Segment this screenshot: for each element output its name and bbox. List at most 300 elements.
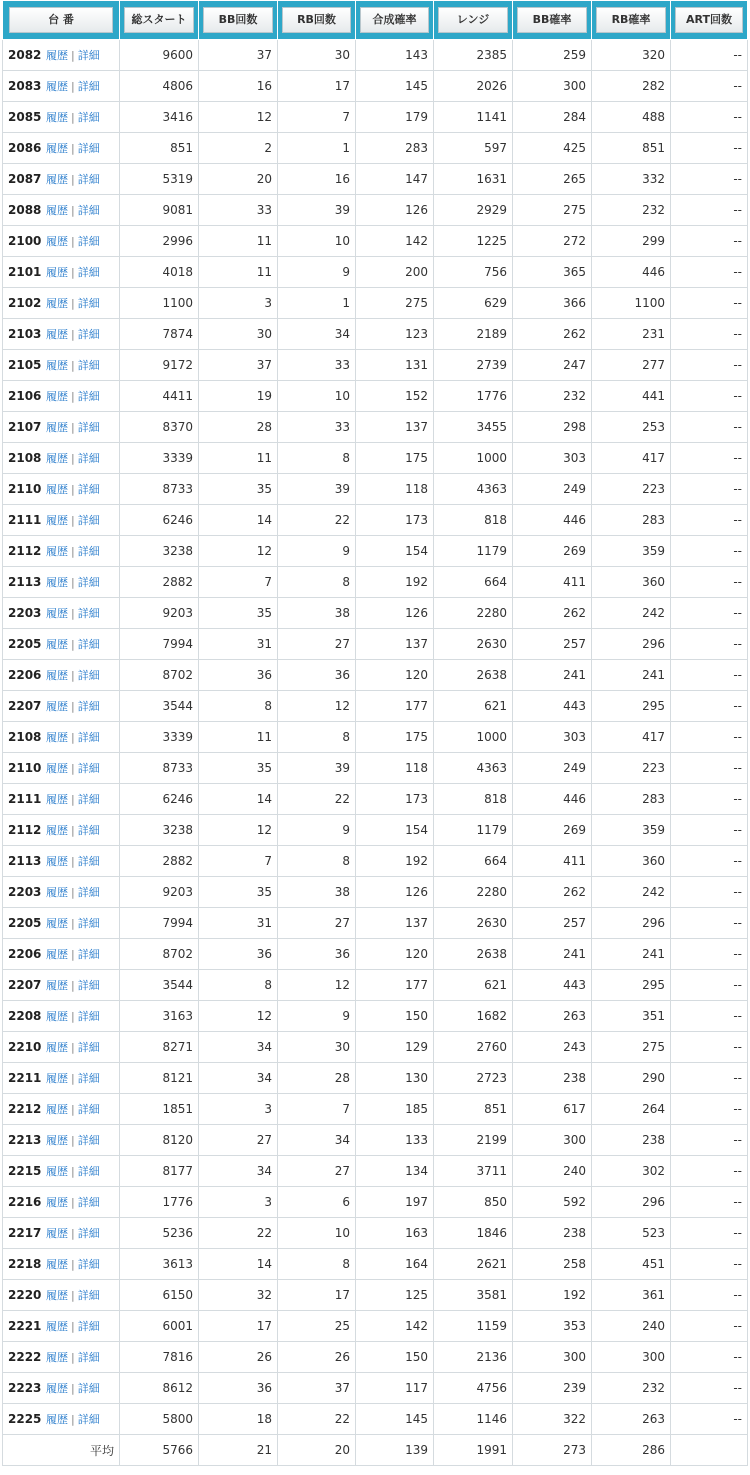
link-separator: | bbox=[71, 1103, 75, 1116]
bb-count-cell: 14 bbox=[199, 1249, 278, 1280]
history-link[interactable]: 履歴 bbox=[46, 359, 68, 372]
detail-link[interactable]: 詳細 bbox=[77, 576, 100, 589]
bb-count-cell: 28 bbox=[199, 412, 278, 443]
table-row bbox=[3, 598, 748, 629]
detail-link[interactable]: 詳細 bbox=[77, 917, 100, 930]
average-rb-rate-cell: 286 bbox=[592, 1435, 671, 1466]
history-link[interactable]: 履歴 bbox=[46, 1196, 68, 1209]
history-link[interactable]: 履歴 bbox=[46, 1320, 68, 1333]
history-link[interactable]: 履歴 bbox=[46, 204, 68, 217]
rb-count-cell: 9 bbox=[278, 257, 356, 288]
art-count-cell: -- bbox=[671, 970, 748, 1001]
rb-rate-cell: 283 bbox=[592, 505, 671, 536]
range-cell: 2630 bbox=[434, 908, 513, 939]
detail-link[interactable]: 詳細 bbox=[77, 1413, 100, 1426]
bb-rate-cell: 366 bbox=[513, 288, 592, 319]
link-separator: | bbox=[71, 204, 75, 217]
bb-rate-cell: 240 bbox=[513, 1156, 592, 1187]
history-link[interactable]: 履歴 bbox=[46, 731, 68, 744]
bb-rate-cell: 411 bbox=[513, 567, 592, 598]
range-cell: 2280 bbox=[434, 598, 513, 629]
history-link[interactable]: 履歴 bbox=[46, 173, 68, 186]
table-row bbox=[3, 877, 748, 908]
art-count-cell: -- bbox=[671, 102, 748, 133]
machine-cell bbox=[3, 474, 120, 505]
detail-link[interactable]: 詳細 bbox=[77, 173, 100, 186]
history-link[interactable]: 履歴 bbox=[46, 669, 68, 682]
range-cell: 1846 bbox=[434, 1218, 513, 1249]
header-cell bbox=[120, 1, 199, 40]
bb-rate-cell: 446 bbox=[513, 784, 592, 815]
detail-link[interactable]: 詳細 bbox=[77, 855, 100, 868]
header-cell bbox=[278, 1, 356, 40]
sort-range-button[interactable]: レンジ bbox=[438, 7, 508, 33]
bb-rate-cell: 298 bbox=[513, 412, 592, 443]
link-separator: | bbox=[71, 1320, 75, 1333]
range-cell: 2739 bbox=[434, 350, 513, 381]
rb-count-cell: 38 bbox=[278, 877, 356, 908]
link-separator: | bbox=[71, 1289, 75, 1302]
history-link[interactable]: 履歴 bbox=[46, 421, 68, 434]
range-cell: 2723 bbox=[434, 1063, 513, 1094]
rb-rate-cell: 296 bbox=[592, 1187, 671, 1218]
detail-link[interactable]: 詳細 bbox=[77, 49, 100, 62]
art-count-cell: -- bbox=[671, 691, 748, 722]
rb-count-cell: 27 bbox=[278, 629, 356, 660]
detail-link[interactable]: 詳細 bbox=[77, 948, 100, 961]
history-link[interactable]: 履歴 bbox=[46, 824, 68, 837]
history-link[interactable]: 履歴 bbox=[46, 1227, 68, 1240]
range-cell: 3711 bbox=[434, 1156, 513, 1187]
rb-rate-cell: 223 bbox=[592, 474, 671, 505]
history-link[interactable]: 履歴 bbox=[46, 1351, 68, 1364]
history-link[interactable]: 履歴 bbox=[46, 142, 68, 155]
rb-rate-cell: 332 bbox=[592, 164, 671, 195]
combined-rate-cell: 185 bbox=[356, 1094, 434, 1125]
detail-link[interactable]: 詳細 bbox=[77, 421, 100, 434]
machine-cell bbox=[3, 1032, 120, 1063]
history-link[interactable]: 履歴 bbox=[46, 1072, 68, 1085]
range-cell: 629 bbox=[434, 288, 513, 319]
bb-count-cell: 20 bbox=[199, 164, 278, 195]
machine-number: 2085 bbox=[8, 110, 42, 124]
detail-link[interactable]: 詳細 bbox=[77, 638, 100, 651]
range-cell: 4363 bbox=[434, 474, 513, 505]
detail-link[interactable]: 詳細 bbox=[77, 1196, 100, 1209]
link-separator: | bbox=[71, 1041, 75, 1054]
detail-link[interactable]: 詳細 bbox=[77, 1320, 100, 1333]
detail-link[interactable]: 詳細 bbox=[77, 111, 100, 124]
art-count-cell: -- bbox=[671, 722, 748, 753]
detail-link[interactable]: 詳細 bbox=[77, 142, 100, 155]
history-link[interactable]: 履歴 bbox=[46, 948, 68, 961]
detail-link[interactable]: 詳細 bbox=[77, 545, 100, 558]
detail-link[interactable]: 詳細 bbox=[77, 762, 100, 775]
rb-rate-cell: 277 bbox=[592, 350, 671, 381]
machine-number: 2112 bbox=[8, 544, 42, 558]
header-cell bbox=[434, 1, 513, 40]
table-row bbox=[3, 505, 748, 536]
link-separator: | bbox=[71, 576, 75, 589]
table-row bbox=[3, 691, 748, 722]
detail-link[interactable]: 詳細 bbox=[77, 979, 100, 992]
art-count-cell: -- bbox=[671, 443, 748, 474]
history-link[interactable]: 履歴 bbox=[46, 514, 68, 527]
table-row bbox=[3, 1094, 748, 1125]
sort-rb-count-button[interactable]: RB回数 bbox=[282, 7, 351, 33]
table-row bbox=[3, 1001, 748, 1032]
detail-link[interactable]: 詳細 bbox=[77, 669, 100, 682]
machine-cell bbox=[3, 288, 120, 319]
history-link[interactable]: 履歴 bbox=[46, 111, 68, 124]
rb-count-cell: 34 bbox=[278, 1125, 356, 1156]
machine-number: 2206 bbox=[8, 668, 42, 682]
rb-rate-cell: 296 bbox=[592, 908, 671, 939]
rb-count-cell: 17 bbox=[278, 71, 356, 102]
range-cell: 597 bbox=[434, 133, 513, 164]
rb-count-cell: 16 bbox=[278, 164, 356, 195]
machine-number: 2217 bbox=[8, 1226, 42, 1240]
detail-link[interactable]: 詳細 bbox=[77, 824, 100, 837]
history-link[interactable]: 履歴 bbox=[46, 328, 68, 341]
machine-number: 2102 bbox=[8, 296, 42, 310]
sort-bb-rate-button[interactable]: BB確率 bbox=[517, 7, 587, 33]
rb-count-cell: 7 bbox=[278, 1094, 356, 1125]
history-link[interactable]: 履歴 bbox=[46, 483, 68, 496]
rb-rate-cell: 359 bbox=[592, 536, 671, 567]
history-link[interactable]: 履歴 bbox=[46, 49, 68, 62]
link-separator: | bbox=[71, 917, 75, 930]
table-row bbox=[3, 753, 748, 784]
table-row bbox=[3, 164, 748, 195]
rb-count-cell: 27 bbox=[278, 908, 356, 939]
combined-rate-cell: 177 bbox=[356, 691, 434, 722]
rb-count-cell: 26 bbox=[278, 1342, 356, 1373]
rb-count-cell: 12 bbox=[278, 691, 356, 722]
table-row bbox=[3, 939, 748, 970]
combined-rate-cell: 173 bbox=[356, 784, 434, 815]
rb-count-cell: 8 bbox=[278, 1249, 356, 1280]
history-link[interactable]: 履歴 bbox=[46, 1134, 68, 1147]
history-link[interactable]: 履歴 bbox=[46, 607, 68, 620]
history-link[interactable]: 履歴 bbox=[46, 762, 68, 775]
table-row bbox=[3, 567, 748, 598]
sort-bb-count-button[interactable]: BB回数 bbox=[203, 7, 273, 33]
table-row bbox=[3, 846, 748, 877]
bb-count-cell: 36 bbox=[199, 939, 278, 970]
table-row bbox=[3, 1342, 748, 1373]
art-count-cell: -- bbox=[671, 846, 748, 877]
detail-link[interactable]: 詳細 bbox=[77, 1258, 100, 1271]
detail-link[interactable]: 詳細 bbox=[77, 328, 100, 341]
detail-link[interactable]: 詳細 bbox=[77, 1382, 100, 1395]
detail-link[interactable]: 詳細 bbox=[77, 80, 100, 93]
detail-link[interactable]: 詳細 bbox=[77, 514, 100, 527]
rb-count-cell: 8 bbox=[278, 443, 356, 474]
bb-rate-cell: 284 bbox=[513, 102, 592, 133]
rb-count-cell: 22 bbox=[278, 1404, 356, 1435]
bb-rate-cell: 192 bbox=[513, 1280, 592, 1311]
detail-link[interactable]: 詳細 bbox=[77, 886, 100, 899]
range-cell: 1000 bbox=[434, 443, 513, 474]
total-start-cell: 8702 bbox=[120, 660, 199, 691]
combined-rate-cell: 177 bbox=[356, 970, 434, 1001]
average-art-count-cell bbox=[671, 1435, 748, 1466]
detail-link[interactable]: 詳細 bbox=[77, 266, 100, 279]
rb-rate-cell: 361 bbox=[592, 1280, 671, 1311]
range-cell: 1179 bbox=[434, 815, 513, 846]
rb-count-cell: 7 bbox=[278, 102, 356, 133]
bb-rate-cell: 238 bbox=[513, 1063, 592, 1094]
table-row bbox=[3, 195, 748, 226]
machine-cell bbox=[3, 846, 120, 877]
detail-link[interactable]: 詳細 bbox=[77, 700, 100, 713]
art-count-cell: -- bbox=[671, 1094, 748, 1125]
bb-count-cell: 2 bbox=[199, 133, 278, 164]
combined-rate-cell: 126 bbox=[356, 598, 434, 629]
total-start-cell: 4411 bbox=[120, 381, 199, 412]
rb-rate-cell: 417 bbox=[592, 443, 671, 474]
combined-rate-cell: 200 bbox=[356, 257, 434, 288]
detail-link[interactable]: 詳細 bbox=[77, 793, 100, 806]
link-separator: | bbox=[71, 607, 75, 620]
machine-cell bbox=[3, 970, 120, 1001]
sort-combined-rate-button[interactable]: 合成確率 bbox=[360, 7, 429, 33]
bb-rate-cell: 425 bbox=[513, 133, 592, 164]
history-link[interactable]: 履歴 bbox=[46, 917, 68, 930]
machine-cell bbox=[3, 784, 120, 815]
range-cell: 2638 bbox=[434, 939, 513, 970]
detail-link[interactable]: 詳細 bbox=[77, 483, 100, 496]
total-start-cell: 4806 bbox=[120, 71, 199, 102]
detail-link[interactable]: 詳細 bbox=[77, 235, 100, 248]
rb-rate-cell: 241 bbox=[592, 939, 671, 970]
bb-rate-cell: 262 bbox=[513, 877, 592, 908]
history-link[interactable]: 履歴 bbox=[46, 235, 68, 248]
range-cell: 3455 bbox=[434, 412, 513, 443]
table-row bbox=[3, 629, 748, 660]
table-row bbox=[3, 1125, 748, 1156]
bb-count-cell: 11 bbox=[199, 722, 278, 753]
machine-cell bbox=[3, 908, 120, 939]
rb-count-cell: 8 bbox=[278, 846, 356, 877]
range-cell: 1776 bbox=[434, 381, 513, 412]
range-cell: 3581 bbox=[434, 1280, 513, 1311]
rb-count-cell: 39 bbox=[278, 195, 356, 226]
total-start-cell: 3339 bbox=[120, 722, 199, 753]
table-row bbox=[3, 908, 748, 939]
combined-rate-cell: 142 bbox=[356, 226, 434, 257]
detail-link[interactable]: 詳細 bbox=[77, 1010, 100, 1023]
range-cell: 2630 bbox=[434, 629, 513, 660]
history-link[interactable]: 履歴 bbox=[46, 266, 68, 279]
history-link[interactable]: 履歴 bbox=[46, 452, 68, 465]
detail-link[interactable]: 詳細 bbox=[77, 452, 100, 465]
detail-link[interactable]: 詳細 bbox=[77, 1134, 100, 1147]
art-count-cell: -- bbox=[671, 1187, 748, 1218]
table-row bbox=[3, 1404, 748, 1435]
detail-link[interactable]: 詳細 bbox=[77, 359, 100, 372]
history-link[interactable]: 履歴 bbox=[46, 390, 68, 403]
rb-count-cell: 28 bbox=[278, 1063, 356, 1094]
history-link[interactable]: 履歴 bbox=[46, 1010, 68, 1023]
rb-rate-cell: 240 bbox=[592, 1311, 671, 1342]
sort-total-start-button[interactable]: 総スタート bbox=[124, 7, 194, 33]
bb-count-cell: 37 bbox=[199, 350, 278, 381]
rb-rate-cell: 302 bbox=[592, 1156, 671, 1187]
bb-rate-cell: 262 bbox=[513, 598, 592, 629]
range-cell: 1000 bbox=[434, 722, 513, 753]
rb-rate-cell: 242 bbox=[592, 598, 671, 629]
detail-link[interactable]: 詳細 bbox=[77, 1351, 100, 1364]
link-separator: | bbox=[71, 638, 75, 651]
sort-art-count-button[interactable]: ART回数 bbox=[675, 7, 743, 33]
detail-link[interactable]: 詳細 bbox=[77, 204, 100, 217]
history-link[interactable]: 履歴 bbox=[46, 1413, 68, 1426]
total-start-cell: 5800 bbox=[120, 1404, 199, 1435]
history-link[interactable]: 履歴 bbox=[46, 638, 68, 651]
combined-rate-cell: 154 bbox=[356, 536, 434, 567]
total-start-cell: 7994 bbox=[120, 908, 199, 939]
detail-link[interactable]: 詳細 bbox=[77, 1072, 100, 1085]
combined-rate-cell: 143 bbox=[356, 40, 434, 71]
detail-link[interactable]: 詳細 bbox=[77, 731, 100, 744]
art-count-cell: -- bbox=[671, 319, 748, 350]
detail-link[interactable]: 詳細 bbox=[77, 1227, 100, 1240]
bb-rate-cell: 259 bbox=[513, 40, 592, 71]
combined-rate-cell: 118 bbox=[356, 474, 434, 505]
combined-rate-cell: 133 bbox=[356, 1125, 434, 1156]
rb-count-cell: 36 bbox=[278, 660, 356, 691]
bb-count-cell: 18 bbox=[199, 1404, 278, 1435]
table-row bbox=[3, 1156, 748, 1187]
history-link[interactable]: 履歴 bbox=[46, 1165, 68, 1178]
art-count-cell: -- bbox=[671, 908, 748, 939]
history-link[interactable]: 履歴 bbox=[46, 700, 68, 713]
table-row bbox=[3, 722, 748, 753]
history-link[interactable]: 履歴 bbox=[46, 1258, 68, 1271]
total-start-cell: 9081 bbox=[120, 195, 199, 226]
combined-rate-cell: 150 bbox=[356, 1001, 434, 1032]
machine-cell bbox=[3, 350, 120, 381]
bb-rate-cell: 300 bbox=[513, 1342, 592, 1373]
rb-count-cell: 34 bbox=[278, 319, 356, 350]
average-bb-rate-cell: 273 bbox=[513, 1435, 592, 1466]
link-separator: | bbox=[71, 1382, 75, 1395]
total-start-cell: 4018 bbox=[120, 257, 199, 288]
history-link[interactable]: 履歴 bbox=[46, 855, 68, 868]
sort-machine-number-button[interactable]: 台 番 bbox=[9, 7, 113, 33]
detail-link[interactable]: 詳細 bbox=[77, 1165, 100, 1178]
detail-link[interactable]: 詳細 bbox=[77, 1103, 100, 1116]
bb-rate-cell: 241 bbox=[513, 660, 592, 691]
history-link[interactable]: 履歴 bbox=[46, 1041, 68, 1054]
detail-link[interactable]: 詳細 bbox=[77, 390, 100, 403]
detail-link[interactable]: 詳細 bbox=[77, 297, 100, 310]
machine-number: 2110 bbox=[8, 482, 42, 496]
total-start-cell: 3544 bbox=[120, 691, 199, 722]
detail-link[interactable]: 詳細 bbox=[77, 1289, 100, 1302]
link-separator: | bbox=[71, 173, 75, 186]
machine-cell bbox=[3, 505, 120, 536]
art-count-cell: -- bbox=[671, 1249, 748, 1280]
history-link[interactable]: 履歴 bbox=[46, 1289, 68, 1302]
combined-rate-cell: 145 bbox=[356, 71, 434, 102]
machine-cell bbox=[3, 40, 120, 71]
rb-rate-cell: 242 bbox=[592, 877, 671, 908]
table-row bbox=[3, 319, 748, 350]
machine-cell bbox=[3, 164, 120, 195]
combined-rate-cell: 125 bbox=[356, 1280, 434, 1311]
history-link[interactable]: 履歴 bbox=[46, 80, 68, 93]
machine-cell bbox=[3, 1373, 120, 1404]
machine-number: 2086 bbox=[8, 141, 42, 155]
art-count-cell: -- bbox=[671, 195, 748, 226]
machine-number: 2223 bbox=[8, 1381, 42, 1395]
detail-link[interactable]: 詳細 bbox=[77, 607, 100, 620]
rb-rate-cell: 523 bbox=[592, 1218, 671, 1249]
rb-rate-cell: 300 bbox=[592, 1342, 671, 1373]
history-link[interactable]: 履歴 bbox=[46, 886, 68, 899]
rb-count-cell: 6 bbox=[278, 1187, 356, 1218]
machine-cell bbox=[3, 753, 120, 784]
machine-cell bbox=[3, 381, 120, 412]
rb-count-cell: 8 bbox=[278, 567, 356, 598]
bb-count-cell: 35 bbox=[199, 753, 278, 784]
art-count-cell: -- bbox=[671, 598, 748, 629]
bb-count-cell: 11 bbox=[199, 443, 278, 474]
rb-rate-cell: 238 bbox=[592, 1125, 671, 1156]
history-link[interactable]: 履歴 bbox=[46, 545, 68, 558]
bb-count-cell: 36 bbox=[199, 660, 278, 691]
bb-count-cell: 36 bbox=[199, 1373, 278, 1404]
rb-count-cell: 12 bbox=[278, 970, 356, 1001]
machine-number: 2206 bbox=[8, 947, 42, 961]
history-link[interactable]: 履歴 bbox=[46, 1382, 68, 1395]
art-count-cell: -- bbox=[671, 1125, 748, 1156]
range-cell: 2189 bbox=[434, 319, 513, 350]
machine-number: 2212 bbox=[8, 1102, 42, 1116]
history-link[interactable]: 履歴 bbox=[46, 1103, 68, 1116]
bb-rate-cell: 411 bbox=[513, 846, 592, 877]
art-count-cell: -- bbox=[671, 1342, 748, 1373]
combined-rate-cell: 118 bbox=[356, 753, 434, 784]
machine-number: 2203 bbox=[8, 885, 42, 899]
range-cell: 621 bbox=[434, 691, 513, 722]
bb-rate-cell: 265 bbox=[513, 164, 592, 195]
bb-count-cell: 35 bbox=[199, 877, 278, 908]
average-bb-count-cell: 21 bbox=[199, 1435, 278, 1466]
link-separator: | bbox=[71, 390, 75, 403]
history-link[interactable]: 履歴 bbox=[46, 979, 68, 992]
combined-rate-cell: 152 bbox=[356, 381, 434, 412]
sort-rb-rate-button[interactable]: RB確率 bbox=[596, 7, 666, 33]
combined-rate-cell: 173 bbox=[356, 505, 434, 536]
history-link[interactable]: 履歴 bbox=[46, 576, 68, 589]
rb-count-cell: 33 bbox=[278, 412, 356, 443]
link-separator: | bbox=[71, 1165, 75, 1178]
table-row bbox=[3, 784, 748, 815]
range-cell: 621 bbox=[434, 970, 513, 1001]
history-link[interactable]: 履歴 bbox=[46, 793, 68, 806]
bb-rate-cell: 258 bbox=[513, 1249, 592, 1280]
rb-rate-cell: 351 bbox=[592, 1001, 671, 1032]
history-link[interactable]: 履歴 bbox=[46, 297, 68, 310]
rb-rate-cell: 446 bbox=[592, 257, 671, 288]
link-separator: | bbox=[71, 762, 75, 775]
detail-link[interactable]: 詳細 bbox=[77, 1041, 100, 1054]
link-separator: | bbox=[71, 1196, 75, 1209]
